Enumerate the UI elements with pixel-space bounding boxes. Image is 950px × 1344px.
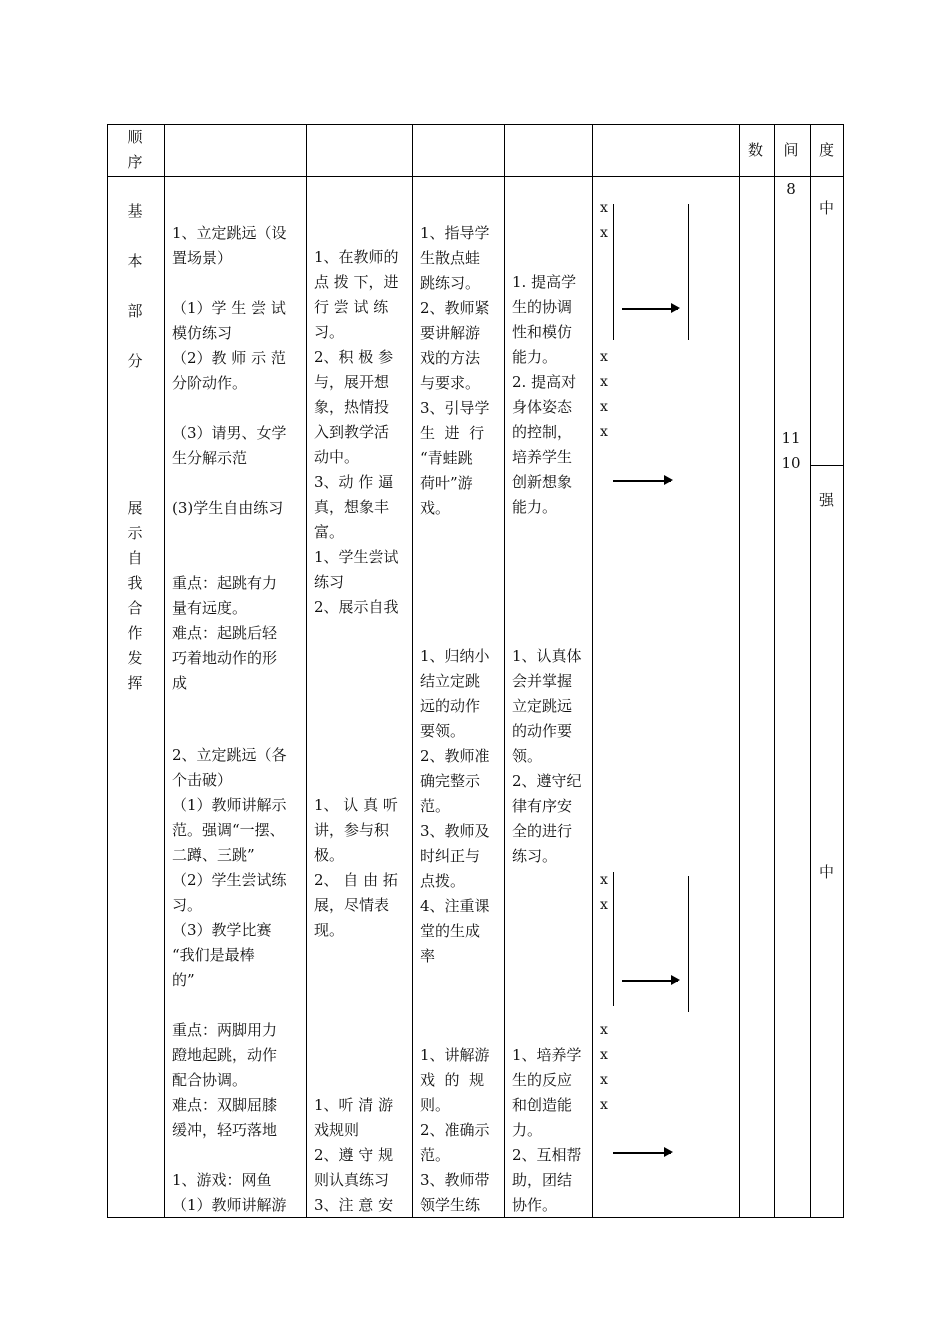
section-show: 展 示 自 我 合 作 发 挥 [127, 499, 143, 692]
intensity-value-1: 中 [818, 199, 834, 217]
column-divider [739, 125, 740, 1217]
header-intensity: 度 [818, 141, 834, 159]
student-mark: x [600, 872, 608, 888]
formation-line [688, 876, 689, 1012]
arrow-right-icon [622, 308, 678, 310]
section-basic: 基 本 部 分 [127, 202, 143, 370]
student-mark: x [600, 225, 608, 241]
intensity-value-2: 强 [818, 491, 834, 509]
formation-line [613, 872, 614, 1006]
column-divider [810, 125, 811, 1217]
time-value-2: 11 10 [781, 429, 801, 472]
arrow-right-icon [622, 980, 678, 982]
student-mark: x [600, 374, 608, 390]
student-mark: x [600, 349, 608, 365]
student-mark: x [600, 1022, 608, 1038]
content-block-1: 1、立定跳远（设 置场景） （1）学 生 尝 试 模仿练习 （2）教 师 示 范 分阶动作。 （3）请男、女学 生分解示范 (3)学生自由练习 重点：起跳有力 量有远度。 难点：起跳后轻 巧着地动作的形 成 [172, 224, 287, 692]
arrow-right-icon [613, 1152, 671, 1154]
arrow-right-icon [613, 480, 671, 482]
column-divider [164, 125, 165, 1217]
column-divider [306, 125, 307, 1217]
column-divider [592, 125, 593, 1217]
student-mark: x [600, 1047, 608, 1063]
student-block-1: 1、在教师的 点 拨 下，进 行 尝 试 练 习。 2、积 极 参 与，展开想 象，热情投 入到教学活 动中。 3、动 作 逼 真，想象丰 富。 1、学生尝试 练习 2、展示自我 [314, 248, 399, 616]
header-order: 顺 序 [127, 128, 143, 171]
student-mark: x [600, 1072, 608, 1088]
formation-line [688, 204, 689, 340]
formation-line [613, 204, 614, 340]
student-block-2: 1、 认 真 听 讲，参与积 极。 2、 自 由 拓 展，尽情表 现。 [314, 796, 398, 939]
student-mark: x [600, 1097, 608, 1113]
teacher-block-3: 1、讲解游 戏 的 规 则。 2、准确示 范。 3、教师带 领学生练 [420, 1046, 490, 1214]
header-divider [108, 176, 843, 177]
student-block-3: 1、听 清 游 戏规则 2、遵 守 规 则认真练习 3、注 意 安 [314, 1096, 394, 1214]
intensity-value-3: 中 [818, 863, 834, 881]
student-mark: x [600, 399, 608, 415]
student-mark: x [600, 200, 608, 216]
goal-block-2: 1、认真体 会并掌握 立定跳远 的动作要 领。 2、遵守纪 律有序安 全的进行 练习。 [512, 647, 582, 865]
student-mark: x [600, 424, 608, 440]
goal-block-1: 1. 提高学 生的协调 性和模仿 能力。 2. 提高对 身体姿态 的控制， 培养学生 创新想象 能力。 [512, 273, 577, 516]
header-count: 数 [747, 141, 763, 159]
time-value-1: 8 [786, 180, 796, 198]
header-time: 间 [783, 141, 799, 159]
column-divider [412, 125, 413, 1217]
goal-block-3: 1、培养学 生的反应 和创造能 力。 2、互相帮 助，团结 协作。 [512, 1046, 582, 1214]
teacher-block-2: 1、归纳小 结立定跳 远的动作 要领。 2、教师准 确完整示 范。 3、教师及 时纠正与 点拨。 4、注重课 堂的生成 率 [420, 647, 490, 965]
column-divider [774, 125, 775, 1217]
content-block-2: 2、立定跳远（各 个击破） （1）教师讲解示 范。强调“一摆、 二蹲、三跳” （2）学生尝试练 习。 （3）教学比赛 “我们是最棒 的” 重点：两脚用力 蹬地起跳，动作 配合协调。 难点：双脚屈膝 缓冲，轻巧落地 1、游戏：网鱼 （1）教师讲解游 [172, 746, 287, 1214]
intensity-divider [810, 465, 843, 466]
teacher-block-1: 1、指导学 生散点蛙 跳练习。 2、教师紧 要讲解游 戏的方法 与要求。 3、引导学 生 进 行 “青蛙跳 荷叶”游 戏。 [420, 224, 490, 517]
student-mark: x [600, 897, 608, 913]
column-divider [504, 125, 505, 1217]
